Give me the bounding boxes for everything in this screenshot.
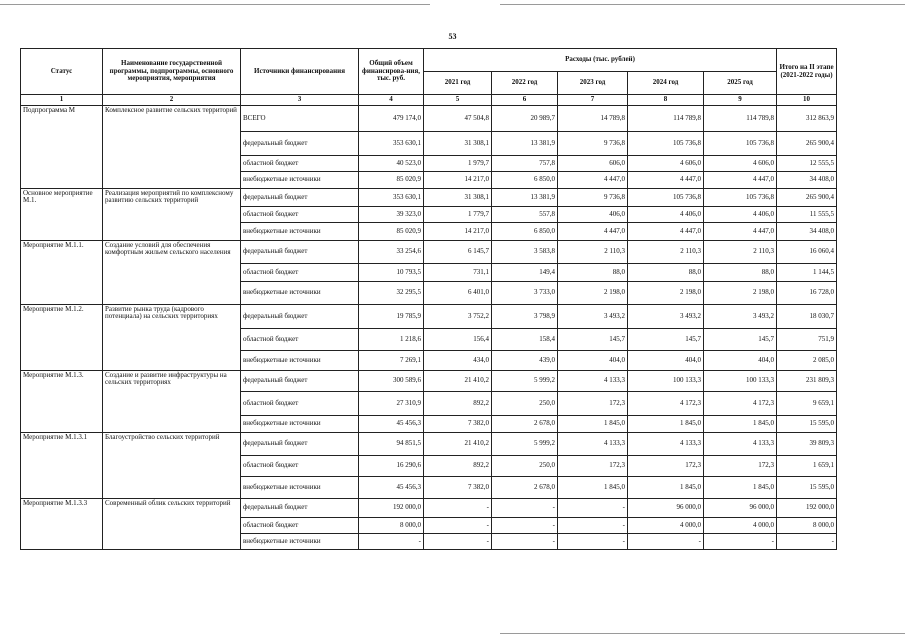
amount-cell: 1 845,0 <box>704 416 777 433</box>
amount-cell: 353 630,1 <box>359 189 424 207</box>
amount-cell: 892,2 <box>424 456 492 477</box>
amount-cell: 16 728,0 <box>777 282 837 305</box>
header-sources: Источники финансирования <box>241 49 359 95</box>
amount-cell: 265 900,4 <box>777 132 837 156</box>
amount-cell: - <box>424 534 492 550</box>
amount-cell: 3 798,9 <box>492 305 558 329</box>
amount-cell: 100 133,3 <box>704 371 777 392</box>
funding-source: федеральный бюджет <box>241 499 359 518</box>
funding-source: областной бюджет <box>241 456 359 477</box>
amount-cell: 14 217,0 <box>424 223 492 241</box>
amount-cell: 88,0 <box>628 264 704 282</box>
amount-cell: 300 589,6 <box>359 371 424 392</box>
amount-cell: - <box>777 534 837 550</box>
header-year: 2022 год <box>492 72 558 95</box>
header-name: Наименование государственной программы, подпрограммы, основного мероприятия, мероприятия <box>103 49 241 95</box>
amount-cell: 12 555,5 <box>777 156 837 172</box>
amount-cell: 4 606,0 <box>628 156 704 172</box>
amount-cell: 11 555,5 <box>777 207 837 223</box>
row-status: Основное мероприятие М.1. <box>21 189 103 241</box>
amount-cell: 105 736,8 <box>628 189 704 207</box>
table-row <box>21 499 837 518</box>
amount-cell: 751,9 <box>777 329 837 351</box>
top-rule <box>0 4 430 5</box>
amount-cell: 2 085,0 <box>777 351 837 371</box>
amount-cell: 2 110,3 <box>628 241 704 264</box>
amount-cell: 757,8 <box>492 156 558 172</box>
amount-cell: 88,0 <box>704 264 777 282</box>
amount-cell: - <box>424 499 492 518</box>
amount-cell: 21 410,2 <box>424 433 492 456</box>
amount-cell: 1 659,1 <box>777 456 837 477</box>
funding-source: областной бюджет <box>241 207 359 223</box>
amount-cell: 18 030,7 <box>777 305 837 329</box>
amount-cell: 33 254,6 <box>359 241 424 264</box>
table-row <box>21 433 837 456</box>
funding-source: областной бюджет <box>241 518 359 534</box>
row-program-name: Реализация мероприятий по комплексному развитию сельских территорий <box>103 189 241 241</box>
funding-source: федеральный бюджет <box>241 132 359 156</box>
amount-cell: 96 000,0 <box>704 499 777 518</box>
amount-cell: 3 583,8 <box>492 241 558 264</box>
amount-cell: 156,4 <box>424 329 492 351</box>
row-status: Мероприятие М.1.3.3 <box>21 499 103 550</box>
amount-cell: 6 145,7 <box>424 241 492 264</box>
amount-cell: - <box>558 499 628 518</box>
amount-cell: 31 308,1 <box>424 189 492 207</box>
column-number: 6 <box>492 95 558 106</box>
amount-cell: 1 845,0 <box>558 416 628 433</box>
amount-cell: 2 198,0 <box>704 282 777 305</box>
amount-cell: 15 595,0 <box>777 477 837 499</box>
amount-cell: 145,7 <box>628 329 704 351</box>
row-program-name: Создание условий для обеспечения комфортным жильем сельского населения <box>103 241 241 305</box>
page-number: 53 <box>448 32 457 41</box>
top-rule-right <box>500 4 905 5</box>
amount-cell: 34 408,0 <box>777 172 837 189</box>
amount-cell: 13 381,9 <box>492 132 558 156</box>
amount-cell: 404,0 <box>628 351 704 371</box>
amount-cell: 105 736,8 <box>628 132 704 156</box>
amount-cell: 16 060,4 <box>777 241 837 264</box>
amount-cell: 4 406,0 <box>628 207 704 223</box>
amount-cell: 3 493,2 <box>704 305 777 329</box>
column-numbers-row <box>21 95 837 106</box>
amount-cell: 1 845,0 <box>704 477 777 499</box>
amount-cell: 4 447,0 <box>704 172 777 189</box>
amount-cell: 4 000,0 <box>704 518 777 534</box>
amount-cell: 1 845,0 <box>628 477 704 499</box>
amount-cell: - <box>492 534 558 550</box>
amount-cell: - <box>492 518 558 534</box>
amount-cell: 172,3 <box>558 456 628 477</box>
amount-cell: 10 793,5 <box>359 264 424 282</box>
amount-cell: 158,4 <box>492 329 558 351</box>
amount-cell: 1 218,6 <box>359 329 424 351</box>
table-row <box>21 241 837 264</box>
amount-cell: - <box>558 518 628 534</box>
amount-cell: 4 172,3 <box>628 392 704 416</box>
funding-source: внебюджетные источники <box>241 351 359 371</box>
funding-source: областной бюджет <box>241 264 359 282</box>
amount-cell: 114 789,8 <box>628 106 704 132</box>
amount-cell: 45 456,3 <box>359 416 424 433</box>
amount-cell: 94 851,5 <box>359 433 424 456</box>
amount-cell: 4 133,3 <box>558 371 628 392</box>
amount-cell: 14 789,8 <box>558 106 628 132</box>
amount-cell: 15 595,0 <box>777 416 837 433</box>
amount-cell: 9 736,8 <box>558 132 628 156</box>
amount-cell: 40 523,0 <box>359 156 424 172</box>
amount-cell: 9 659,1 <box>777 392 837 416</box>
funding-source: федеральный бюджет <box>241 241 359 264</box>
amount-cell: 1 845,0 <box>558 477 628 499</box>
table-row <box>21 371 837 392</box>
row-status: Мероприятие М.1.2. <box>21 305 103 371</box>
amount-cell: 192 000,0 <box>777 499 837 518</box>
amount-cell: 4 406,0 <box>704 207 777 223</box>
header-expenses: Расходы (тыс. рублей) <box>424 49 777 72</box>
amount-cell: 4 447,0 <box>628 172 704 189</box>
header-year: 2021 год <box>424 72 492 95</box>
amount-cell: 404,0 <box>558 351 628 371</box>
amount-cell: 731,1 <box>424 264 492 282</box>
amount-cell: - <box>558 534 628 550</box>
funding-source: областной бюджет <box>241 392 359 416</box>
row-status: Мероприятие М.1.3.1 <box>21 433 103 499</box>
amount-cell: 45 456,3 <box>359 477 424 499</box>
amount-cell: 8 000,0 <box>777 518 837 534</box>
amount-cell: 172,3 <box>628 456 704 477</box>
column-number: 4 <box>359 95 424 106</box>
amount-cell: 4 133,3 <box>558 433 628 456</box>
funding-source: областной бюджет <box>241 156 359 172</box>
amount-cell: 250,0 <box>492 392 558 416</box>
amount-cell: 192 000,0 <box>359 499 424 518</box>
table-row <box>21 305 837 329</box>
amount-cell: 145,7 <box>558 329 628 351</box>
amount-cell: 7 269,1 <box>359 351 424 371</box>
amount-cell: 149,4 <box>492 264 558 282</box>
amount-cell: 145,7 <box>704 329 777 351</box>
amount-cell: 1 845,0 <box>628 416 704 433</box>
header-stage-total: Итого на II этапе (2021-2022 годы) <box>777 49 837 95</box>
amount-cell: 7 382,0 <box>424 416 492 433</box>
amount-cell: 892,2 <box>424 392 492 416</box>
row-program-name: Комплексное развитие сельских территорий <box>103 106 241 189</box>
amount-cell: 5 999,2 <box>492 371 558 392</box>
amount-cell: 4 447,0 <box>558 172 628 189</box>
funding-source: внебюджетные источники <box>241 416 359 433</box>
amount-cell: 19 785,9 <box>359 305 424 329</box>
amount-cell: 557,8 <box>492 207 558 223</box>
funding-source: внебюджетные источники <box>241 172 359 189</box>
amount-cell: 353 630,1 <box>359 132 424 156</box>
amount-cell: 6 850,0 <box>492 223 558 241</box>
amount-cell: 265 900,4 <box>777 189 837 207</box>
amount-cell: 21 410,2 <box>424 371 492 392</box>
amount-cell: 4 133,3 <box>704 433 777 456</box>
column-number: 7 <box>558 95 628 106</box>
amount-cell: 7 382,0 <box>424 477 492 499</box>
budget-table <box>20 48 837 550</box>
column-number: 5 <box>424 95 492 106</box>
amount-cell: 4 133,3 <box>628 433 704 456</box>
header-total: Общий объем финансирова-ния, тыс. руб. <box>359 49 424 95</box>
amount-cell: 4 172,3 <box>704 392 777 416</box>
amount-cell: 3 752,2 <box>424 305 492 329</box>
funding-source: федеральный бюджет <box>241 433 359 456</box>
amount-cell: 1 144,5 <box>777 264 837 282</box>
funding-source: областной бюджет <box>241 329 359 351</box>
amount-cell: 1 779,7 <box>424 207 492 223</box>
funding-source: федеральный бюджет <box>241 189 359 207</box>
amount-cell: 96 000,0 <box>628 499 704 518</box>
amount-cell: 27 310,9 <box>359 392 424 416</box>
funding-source: федеральный бюджет <box>241 305 359 329</box>
amount-cell: 1 979,7 <box>424 156 492 172</box>
header-year: 2025 год <box>704 72 777 95</box>
amount-cell: 250,0 <box>492 456 558 477</box>
column-number: 3 <box>241 95 359 106</box>
amount-cell: 404,0 <box>704 351 777 371</box>
header-year: 2024 год <box>628 72 704 95</box>
amount-cell: - <box>359 534 424 550</box>
funding-source: федеральный бюджет <box>241 371 359 392</box>
column-number: 1 <box>21 95 103 106</box>
amount-cell: 9 736,8 <box>558 189 628 207</box>
amount-cell: - <box>704 534 777 550</box>
funding-source: внебюджетные источники <box>241 223 359 241</box>
amount-cell: 5 999,2 <box>492 433 558 456</box>
amount-cell: 47 504,8 <box>424 106 492 132</box>
funding-source: внебюджетные источники <box>241 534 359 550</box>
amount-cell: 4 447,0 <box>558 223 628 241</box>
amount-cell: 6 850,0 <box>492 172 558 189</box>
amount-cell: 2 198,0 <box>558 282 628 305</box>
amount-cell: 406,0 <box>558 207 628 223</box>
amount-cell: 4 447,0 <box>628 223 704 241</box>
amount-cell: 100 133,3 <box>628 371 704 392</box>
amount-cell: 231 809,3 <box>777 371 837 392</box>
bottom-rule <box>500 633 905 634</box>
amount-cell: 2 110,3 <box>704 241 777 264</box>
amount-cell: 114 789,8 <box>704 106 777 132</box>
amount-cell: 606,0 <box>558 156 628 172</box>
amount-cell: 85 020,9 <box>359 223 424 241</box>
header-status: Статус <box>21 49 103 95</box>
amount-cell: 3 493,2 <box>558 305 628 329</box>
amount-cell: - <box>628 534 704 550</box>
row-program-name: Современный облик сельских территорий <box>103 499 241 550</box>
amount-cell: 32 295,5 <box>359 282 424 305</box>
amount-cell: - <box>424 518 492 534</box>
amount-cell: 4 606,0 <box>704 156 777 172</box>
amount-cell: 2 110,3 <box>558 241 628 264</box>
amount-cell: 105 736,8 <box>704 189 777 207</box>
table-body <box>21 106 837 550</box>
column-number: 10 <box>777 95 837 106</box>
amount-cell: 2 198,0 <box>628 282 704 305</box>
amount-cell: 3 493,2 <box>628 305 704 329</box>
header-year: 2023 год <box>558 72 628 95</box>
amount-cell: 172,3 <box>704 456 777 477</box>
amount-cell: 105 736,8 <box>704 132 777 156</box>
row-status: Мероприятие М.1.3. <box>21 371 103 433</box>
amount-cell: 39 809,3 <box>777 433 837 456</box>
column-number: 2 <box>103 95 241 106</box>
column-number: 8 <box>628 95 704 106</box>
table-row <box>21 106 837 132</box>
amount-cell: 14 217,0 <box>424 172 492 189</box>
amount-cell: 85 020,9 <box>359 172 424 189</box>
amount-cell: 479 174,0 <box>359 106 424 132</box>
row-program-name: Развитие рынка труда (кадрового потенциала) на сельских территориях <box>103 305 241 371</box>
funding-source: ВСЕГО <box>241 106 359 132</box>
amount-cell: 3 733,0 <box>492 282 558 305</box>
amount-cell: 34 408,0 <box>777 223 837 241</box>
amount-cell: 434,0 <box>424 351 492 371</box>
row-program-name: Создание и развитие инфраструктуры на сельских территориях <box>103 371 241 433</box>
amount-cell: 4 000,0 <box>628 518 704 534</box>
row-program-name: Благоустройство сельских территорий <box>103 433 241 499</box>
funding-source: внебюджетные источники <box>241 477 359 499</box>
amount-cell: 4 447,0 <box>704 223 777 241</box>
amount-cell: 172,3 <box>558 392 628 416</box>
amount-cell: 312 863,9 <box>777 106 837 132</box>
amount-cell: 2 678,0 <box>492 416 558 433</box>
amount-cell: 39 323,0 <box>359 207 424 223</box>
amount-cell: 8 000,0 <box>359 518 424 534</box>
amount-cell: 31 308,1 <box>424 132 492 156</box>
table-row <box>21 189 837 207</box>
column-number: 9 <box>704 95 777 106</box>
amount-cell: 20 989,7 <box>492 106 558 132</box>
amount-cell: - <box>492 499 558 518</box>
funding-source: внебюджетные источники <box>241 282 359 305</box>
row-status: Подпрограмма М <box>21 106 103 189</box>
amount-cell: 13 381,9 <box>492 189 558 207</box>
amount-cell: 2 678,0 <box>492 477 558 499</box>
row-status: Мероприятие М.1.1. <box>21 241 103 305</box>
amount-cell: 439,0 <box>492 351 558 371</box>
amount-cell: 16 290,6 <box>359 456 424 477</box>
amount-cell: 88,0 <box>558 264 628 282</box>
amount-cell: 6 401,0 <box>424 282 492 305</box>
